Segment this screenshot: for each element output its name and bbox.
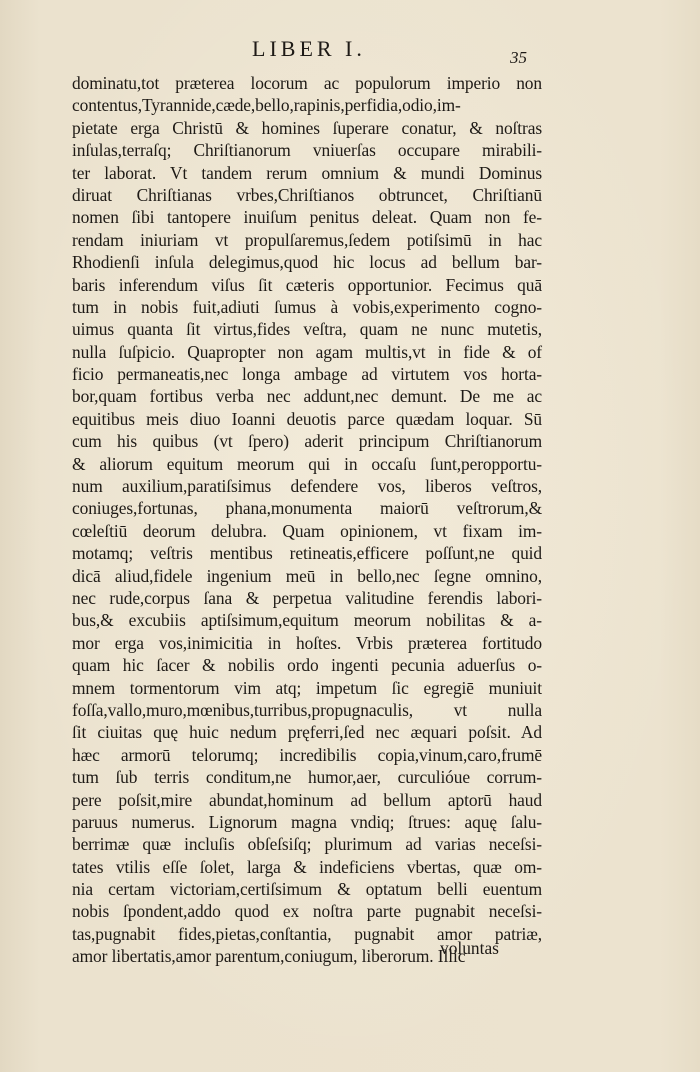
text-line: berrimæ quæ incluſis obſeſsiſq; plurimum ad varias neceſsi- <box>72 834 542 855</box>
text-line: bor,quam fortibus verba nec addunt,nec demunt. De me ac <box>72 386 542 407</box>
text-line: nomen ſibi tantopere inuiſum penitus deleat. Quam non fe- <box>72 207 542 228</box>
text-line: bus,& excubiis aptiſsimum,equitum meorum nobilitas & a- <box>72 610 542 631</box>
text-line: tas,pugnabit fides,pietas,conſtantia, pugnabit amor patriæ, <box>72 923 542 944</box>
text-line: hæc armorū telorumq; incredibilis copia,vinum,caro,frumē <box>72 744 542 765</box>
text-line: Rhodienſi inſula delegimus,quod hic locus ad bellum bar- <box>72 252 542 273</box>
text-line: tum ſub terris conditum,ne humor,aer, curculióue corrum- <box>72 767 542 788</box>
text-line: rendam iniuriam vt propulſaremus,ſedem potiſsimū in hac <box>72 229 542 250</box>
text-line: uimus quanta ſit virtus,fides veſtra, quam ne nunc mutetis, <box>72 319 542 340</box>
text-line: motamq; veſtris mentibus retineatis,efficere poſſunt,ne quid <box>72 543 542 564</box>
text-line: & aliorum equitum meorum qui in occaſu ſunt,peropportu- <box>72 453 542 474</box>
text-line: diruat Chriſtianas vrbes,Chriſtianos obtruncet, Chriſtianū <box>72 184 542 205</box>
text-line: dicā aliud,fidele ingenium meū in bello,nec ſegne omnino, <box>72 565 542 586</box>
text-line: foſſa,vallo,muro,mœnibus,turribus,propugnaculis, vt nulla <box>72 699 542 720</box>
text-line: ſit ciuitas quę huic nedum pręferri,ſed nec æquari poſsit. Ad <box>72 722 542 743</box>
text-line: tum in nobis fuit,adiuti ſumus à vobis,experimento cogno- <box>72 296 542 317</box>
text-line: ficio permaneatis,nec longa ambage ad virtutem vos horta- <box>72 364 542 385</box>
catchword: voluntas <box>440 938 499 958</box>
text-line: baris inferendum viſus ſit cæteris opportunior. Fecimus quā <box>72 274 542 295</box>
body-text <box>72 72 542 968</box>
text-line: inſulas,terraſq; Chriſtianorum vniuerſas occupare mirabili- <box>72 140 542 161</box>
text-line: cum his quibus (vt ſpero) aderit principum Chriſtianorum <box>72 431 542 452</box>
text-line: mor erga vos,inimicitia in hoſtes. Vrbis præterea fortitudo <box>72 632 542 653</box>
text-line: contentus,Tyrannide,cæde,bello,rapinis,perfidia,odio,im- <box>72 95 461 116</box>
text-line: pere poſsit,mire abundat,hominum ad bellum aptorū haud <box>72 789 542 810</box>
text-line: amor libertatis,amor parentum,coniugum, liberorum. Illic <box>72 946 466 967</box>
text-line: nia certam victoriam,certiſsimum & optatum belli euentum <box>72 879 542 900</box>
text-line: num auxilium,paratiſsimus defendere vos, liberos veſtros, <box>72 476 542 497</box>
text-line: tates vtilis eſſe ſolet, larga & indeficiens vbertas, quæ om- <box>72 856 542 877</box>
text-line: quam hic ſacer & nobilis ordo ingenti pecunia aduerſus o- <box>72 655 542 676</box>
text-line: nobis ſpondent,addo quod ex noſtra parte pugnabit neceſsi- <box>72 901 542 922</box>
text-line: ter laborat. Vt tandem rerum omnium & mundi Dominus <box>72 162 542 183</box>
text-line: nec rude,corpus ſana & perpetua valitudine ferendis labori- <box>72 587 542 608</box>
text-line: mnem tormentorum vim atq; impetum ſic egregiē muniuit <box>72 677 542 698</box>
text-line: paruus numerus. Lignorum magna vndiq; ſtrues: aquę ſalu- <box>72 811 542 832</box>
page-number: 35 <box>510 48 527 67</box>
text-line: pietate erga Christū & homines ſuperare conatur, & noſtras <box>72 117 542 138</box>
text-line: nulla ſuſpicio. Quapropter non agam multis,vt in fide & of <box>72 341 542 362</box>
running-head: LIBER I. <box>252 36 366 61</box>
text-line: dominatu,tot præterea locorum ac populorum imperio non <box>72 73 542 93</box>
text-line: coniuges,fortunas, phana,monumenta maiorū veſtrorum,& <box>72 498 542 519</box>
text-line: cœleſtiū deorum delubra. Quam opinionem, vt fixam im- <box>72 520 542 541</box>
text-line: equitibus meis diuo Ioanni deuotis parce quædam loquar. Sū <box>72 408 542 429</box>
